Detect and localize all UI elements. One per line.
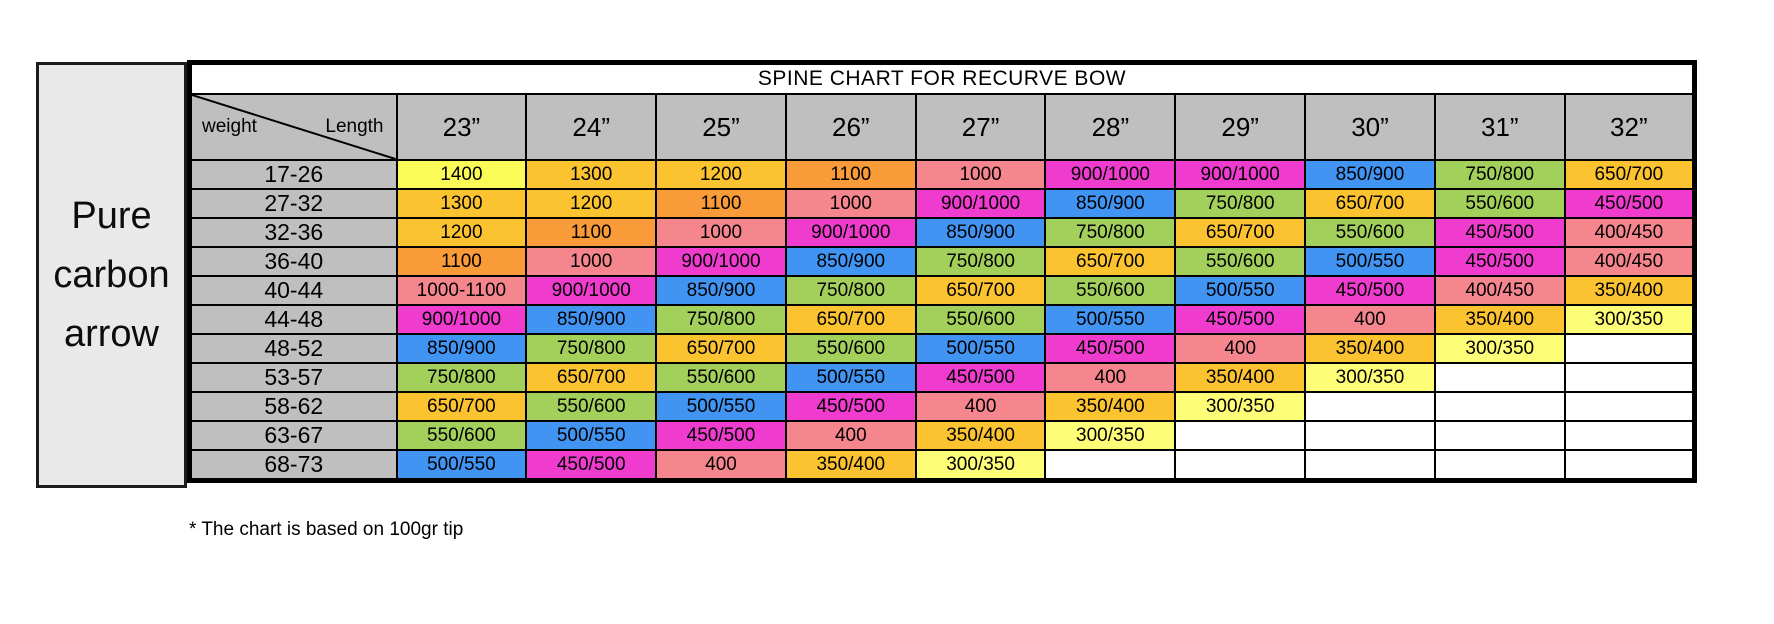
arrow-type-line: arrow: [63, 312, 160, 355]
spine-cell: 900/1000: [916, 189, 1046, 218]
spine-cell: 1200: [526, 189, 656, 218]
spine-cell: 450/500: [1565, 189, 1695, 218]
spine-cell: 450/500: [1435, 218, 1565, 247]
spine-cell-empty: [1305, 392, 1435, 421]
spine-cell: 1000: [656, 218, 786, 247]
spine-cell: 550/600: [656, 363, 786, 392]
spine-cell: 500/550: [916, 334, 1046, 363]
spine-cell: 300/350: [916, 450, 1046, 481]
spine-cell: 400/450: [1435, 276, 1565, 305]
spine-cell: 1300: [526, 160, 656, 189]
spine-cell: 350/400: [1305, 334, 1435, 363]
title-row: [190, 63, 1695, 95]
spine-cell: 650/700: [916, 276, 1046, 305]
spine-cell-empty: [1435, 450, 1565, 481]
spine-cell: 450/500: [1305, 276, 1435, 305]
spine-cell: 900/1000: [397, 305, 527, 334]
spine-cell: 450/500: [916, 363, 1046, 392]
spine-cell: 1000-1100: [397, 276, 527, 305]
weight-row-label: 68-73: [190, 450, 397, 481]
spine-cell: 850/900: [916, 218, 1046, 247]
table-row: [190, 276, 1695, 305]
table-row: [190, 421, 1695, 450]
spine-cell: 750/800: [1175, 189, 1305, 218]
spine-cell: 850/900: [656, 276, 786, 305]
arrow-type-line: Pure: [71, 194, 152, 237]
spine-cell: 550/600: [1305, 218, 1435, 247]
weight-row-label: 40-44: [190, 276, 397, 305]
spine-cell: 450/500: [786, 392, 916, 421]
length-column-header: 28”: [1045, 94, 1175, 160]
weight-row-label: 32-36: [190, 218, 397, 247]
weight-row-label: 63-67: [190, 421, 397, 450]
spine-chart-table-wrap: [187, 60, 1697, 483]
spine-cell: 500/550: [1045, 305, 1175, 334]
spine-cell: 300/350: [1045, 421, 1175, 450]
spine-cell: 350/400: [1435, 305, 1565, 334]
spine-chart-table: [187, 60, 1697, 483]
spine-cell: 750/800: [526, 334, 656, 363]
length-column-header: 27”: [916, 94, 1046, 160]
spine-cell: 1000: [916, 160, 1046, 189]
spine-cell: 450/500: [1175, 305, 1305, 334]
spine-cell: 500/550: [397, 450, 527, 481]
spine-table-body: [190, 160, 1695, 481]
spine-cell: 750/800: [656, 305, 786, 334]
table-row: [190, 363, 1695, 392]
spine-cell: 350/400: [916, 421, 1046, 450]
spine-cell-empty: [1435, 392, 1565, 421]
spine-cell-empty: [1175, 450, 1305, 481]
spine-cell: 750/800: [397, 363, 527, 392]
length-column-header: 32”: [1565, 94, 1695, 160]
weight-row-label: 44-48: [190, 305, 397, 334]
spine-cell: 750/800: [916, 247, 1046, 276]
spine-cell-empty: [1565, 450, 1695, 481]
spine-cell: 900/1000: [526, 276, 656, 305]
spine-cell: 650/700: [1565, 160, 1695, 189]
spine-cell: 1300: [397, 189, 527, 218]
spine-cell: 400: [786, 421, 916, 450]
spine-cell: 750/800: [1045, 218, 1175, 247]
weight-row-label: 17-26: [190, 160, 397, 189]
length-header-row: [190, 94, 1695, 160]
spine-cell: 850/900: [1305, 160, 1435, 189]
spine-cell: 900/1000: [786, 218, 916, 247]
weight-row-label: 58-62: [190, 392, 397, 421]
spine-cell: 400/450: [1565, 247, 1695, 276]
table-row: [190, 305, 1695, 334]
corner-length-label: Length: [325, 116, 384, 137]
spine-cell: 350/400: [1565, 276, 1695, 305]
spine-cell: 350/400: [1175, 363, 1305, 392]
spine-cell: 1100: [786, 160, 916, 189]
table-row: [190, 392, 1695, 421]
spine-cell: 500/550: [656, 392, 786, 421]
spine-cell: 300/350: [1175, 392, 1305, 421]
spine-cell: 400: [1045, 363, 1175, 392]
spine-cell: 300/350: [1305, 363, 1435, 392]
spine-cell: 750/800: [1435, 160, 1565, 189]
table-row: [190, 218, 1695, 247]
spine-cell: 450/500: [526, 450, 656, 481]
arrow-type-panel: [36, 62, 187, 488]
spine-cell: 650/700: [526, 363, 656, 392]
spine-cell: 400: [656, 450, 786, 481]
spine-cell-empty: [1435, 363, 1565, 392]
chart-title: SPINE CHART FOR RECURVE BOW: [190, 63, 1695, 95]
spine-cell: 400: [1305, 305, 1435, 334]
spine-cell: 350/400: [786, 450, 916, 481]
spine-cell: 1100: [397, 247, 527, 276]
chart-footnote: * The chart is based on 100gr tip: [189, 519, 464, 540]
spine-cell-empty: [1305, 421, 1435, 450]
length-column-header: 25”: [656, 94, 786, 160]
spine-cell: 900/1000: [1175, 160, 1305, 189]
spine-cell: 650/700: [1175, 218, 1305, 247]
spine-cell: 350/400: [1045, 392, 1175, 421]
spine-cell: 1000: [786, 189, 916, 218]
corner-weight-label: weight: [202, 116, 257, 137]
spine-cell-empty: [1565, 421, 1695, 450]
spine-cell: 400: [916, 392, 1046, 421]
spine-cell: 850/900: [786, 247, 916, 276]
spine-cell-empty: [1565, 334, 1695, 363]
length-column-header: 24”: [526, 94, 656, 160]
spine-cell: 550/600: [397, 421, 527, 450]
spine-cell: 550/600: [1435, 189, 1565, 218]
spine-cell-empty: [1305, 450, 1435, 481]
table-row: [190, 247, 1695, 276]
weight-row-label: 48-52: [190, 334, 397, 363]
spine-cell: 450/500: [1435, 247, 1565, 276]
spine-cell: 500/550: [1175, 276, 1305, 305]
spine-cell: 650/700: [1305, 189, 1435, 218]
spine-cell: 900/1000: [656, 247, 786, 276]
spine-cell: 1100: [526, 218, 656, 247]
spine-cell-empty: [1565, 392, 1695, 421]
length-column-header: 30”: [1305, 94, 1435, 160]
length-column-header: 31”: [1435, 94, 1565, 160]
table-row: [190, 160, 1695, 189]
spine-cell: 500/550: [526, 421, 656, 450]
spine-cell: 550/600: [526, 392, 656, 421]
table-row: [190, 450, 1695, 481]
spine-cell: 550/600: [1175, 247, 1305, 276]
spine-cell: 750/800: [786, 276, 916, 305]
arrow-type-line: carbon: [53, 253, 170, 296]
weight-row-label: 53-57: [190, 363, 397, 392]
spine-cell-empty: [1565, 363, 1695, 392]
spine-cell: 1200: [656, 160, 786, 189]
spine-cell: 500/550: [1305, 247, 1435, 276]
table-row: [190, 189, 1695, 218]
length-column-header: 29”: [1175, 94, 1305, 160]
spine-cell: 500/550: [786, 363, 916, 392]
spine-cell: 1000: [526, 247, 656, 276]
spine-cell: 1100: [656, 189, 786, 218]
spine-cell: 850/900: [1045, 189, 1175, 218]
spine-cell: 300/350: [1565, 305, 1695, 334]
spine-cell: 400: [1175, 334, 1305, 363]
spine-cell: 450/500: [656, 421, 786, 450]
spine-cell: 400/450: [1565, 218, 1695, 247]
spine-cell: 1200: [397, 218, 527, 247]
weight-row-label: 27-32: [190, 189, 397, 218]
length-column-header: 23”: [397, 94, 527, 160]
length-column-header: 26”: [786, 94, 916, 160]
spine-cell: 450/500: [1045, 334, 1175, 363]
spine-cell: 550/600: [1045, 276, 1175, 305]
spine-cell: 300/350: [1435, 334, 1565, 363]
spine-cell: 1400: [397, 160, 527, 189]
table-row: [190, 334, 1695, 363]
spine-cell: 650/700: [656, 334, 786, 363]
spine-cell: 550/600: [786, 334, 916, 363]
weight-row-label: 36-40: [190, 247, 397, 276]
spine-cell: 900/1000: [1045, 160, 1175, 189]
spine-cell: 550/600: [916, 305, 1046, 334]
spine-cell: 650/700: [786, 305, 916, 334]
spine-cell-empty: [1175, 421, 1305, 450]
spine-cell: 850/900: [526, 305, 656, 334]
corner-header-cell: [190, 94, 397, 160]
spine-cell: 650/700: [1045, 247, 1175, 276]
spine-cell: 650/700: [397, 392, 527, 421]
spine-cell: 850/900: [397, 334, 527, 363]
spine-cell-empty: [1435, 421, 1565, 450]
spine-cell-empty: [1045, 450, 1175, 481]
